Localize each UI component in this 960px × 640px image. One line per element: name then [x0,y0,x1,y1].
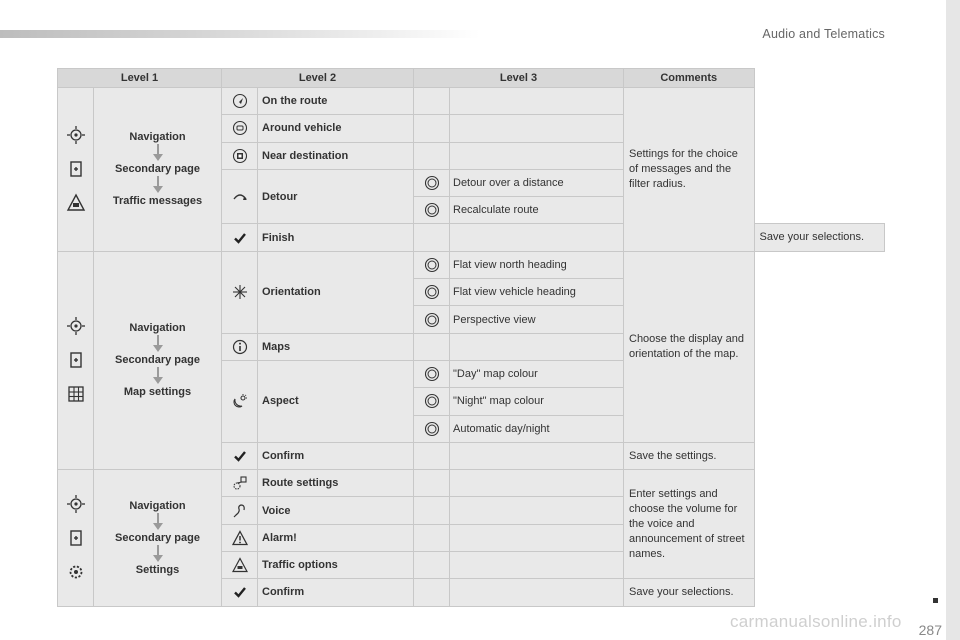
radio-icon [424,423,440,435]
level2-icon-cell [222,333,258,360]
table-row [58,470,885,497]
level2-icon-cell [222,579,258,606]
level1-path [94,499,221,577]
level3-label [450,224,624,251]
level1-path-cell [94,251,222,469]
level3-label: Automatic day/night [450,415,624,442]
navigation-target-icon [66,125,86,145]
level2-label: Finish [258,224,414,251]
comment-cell: Choose the display and orientation of the map. [624,251,755,442]
level2-icon-cell [222,552,258,579]
level3-label: Recalculate route [450,197,624,224]
level1-step: Settings [135,563,180,576]
level2-icon-cell [222,115,258,142]
column-header: Level 1 [58,69,222,88]
level3-icon-cell [414,470,450,497]
comment-cell: Save your selections. [624,579,755,606]
check-icon [232,232,248,244]
level2-icon-cell [222,224,258,251]
level3-icon-cell [414,360,450,387]
level1-step: Navigation [129,499,186,512]
radio-icon [424,313,440,325]
level3-icon-cell [414,115,450,142]
comment-cell: Save your selections. [754,224,885,251]
page-number: 287 [918,622,942,638]
level3-icon-cell [414,197,450,224]
level3-icon-cell [414,497,450,524]
secondary-page-icon [66,350,86,370]
radio-icon [424,395,440,407]
navigation-target-icon [66,316,86,336]
level3-label: Flat view vehicle heading [450,279,624,306]
radio-icon [424,204,440,216]
level2-label: Route settings [258,470,414,497]
level2-label: Orientation [258,251,414,333]
settings-gear-icon [66,562,86,582]
level3-label [450,579,624,606]
level2-label: Maps [258,333,414,360]
level3-label: "Night" map colour [450,388,624,415]
level1-icons-cell [58,251,94,469]
level3-label [450,524,624,551]
traffic-messages-icon [66,193,86,213]
level3-label [450,115,624,142]
level2-icon-cell [222,251,258,333]
level3-icon-cell [414,169,450,196]
near-destination-icon [232,150,248,162]
level1-icons-cell [58,470,94,606]
voice-icon [232,505,248,517]
down-arrow-icon [153,367,163,385]
down-arrow-icon [153,176,163,194]
level1-path-cell [94,470,222,606]
level3-icon-cell [414,333,450,360]
level2-label: On the route [258,88,414,115]
level2-label: Alarm! [258,524,414,551]
down-arrow-icon [153,513,163,531]
level2-label: Traffic options [258,552,414,579]
level3-icon-cell [414,442,450,469]
radio-icon [424,368,440,380]
level2-icon-cell [222,142,258,169]
check-icon [232,586,248,598]
end-of-section-mark [933,598,938,603]
level3-label: Detour over a distance [450,169,624,196]
level3-icon-cell [414,579,450,606]
level1-step: Secondary page [115,354,200,367]
level3-icon-cell [414,88,450,115]
level3-icon-cell [414,415,450,442]
level2-label: Aspect [258,360,414,442]
header-gradient-bar [0,30,480,38]
level3-icon-cell [414,552,450,579]
traffic-options-icon [232,559,248,571]
radio-icon [424,177,440,189]
column-header: Level 2 [222,69,414,88]
down-arrow-icon [153,545,163,563]
on-route-icon [232,95,248,107]
level2-icon-cell [222,169,258,224]
level2-label: Voice [258,497,414,524]
level1-path-cell [94,88,222,252]
level3-label [450,552,624,579]
aspect-icon [232,395,248,407]
orientation-icon [232,286,248,298]
map-settings-icon [66,384,86,404]
radio-icon [424,286,440,298]
comment-cell: Save the settings. [624,442,755,469]
comment-cell: Enter settings and choose the volume for the voice and announcement of street names. [624,470,755,579]
level3-icon-cell [414,279,450,306]
table-row [58,88,885,115]
level3-label [450,470,624,497]
navigation-target-icon [66,494,86,514]
column-header: Level 3 [414,69,624,88]
level2-icon-cell [222,524,258,551]
level3-label: "Day" map colour [450,360,624,387]
level2-icon-cell [222,360,258,442]
section-title: Audio and Telematics [762,27,885,41]
level1-icon-column [58,88,93,251]
level3-label [450,497,624,524]
level3-label: Perspective view [450,306,624,333]
level2-label: Near destination [258,142,414,169]
maps-info-icon [232,341,248,353]
level1-step: Traffic messages [112,195,203,208]
radio-icon [424,259,440,271]
level1-path [94,130,221,208]
level2-icon-cell [222,442,258,469]
level1-step: Navigation [129,322,186,335]
level3-icon-cell [414,142,450,169]
level2-label: Confirm [258,442,414,469]
level1-icons-cell [58,88,94,252]
level3-icon-cell [414,306,450,333]
level3-icon-cell [414,388,450,415]
level2-label: Detour [258,169,414,224]
level1-icon-column [58,252,93,469]
level3-icon-cell [414,224,450,251]
level3-label [450,442,624,469]
comment-cell: Settings for the choice of messages and the filter radius. [624,88,755,252]
level1-icon-column [58,470,93,605]
alarm-warning-icon [232,532,248,544]
page-edge-strip [946,0,960,640]
secondary-page-icon [66,528,86,548]
level2-icon-cell [222,497,258,524]
level2-icon-cell [222,470,258,497]
watermark: carmanualsonline.info [730,612,902,631]
level1-path [94,321,221,399]
level3-label [450,142,624,169]
secondary-page-icon [66,159,86,179]
level2-icon-cell [222,88,258,115]
table-row [58,251,885,278]
level3-label [450,333,624,360]
level1-step: Secondary page [115,163,200,176]
check-icon [232,450,248,462]
down-arrow-icon [153,144,163,162]
around-vehicle-icon [232,122,248,134]
level3-label [450,88,624,115]
menu-structure-table [57,68,885,607]
level3-label: Flat view north heading [450,251,624,278]
route-settings-icon [232,477,248,489]
level1-step: Navigation [129,131,186,144]
level3-icon-cell [414,524,450,551]
level2-label: Around vehicle [258,115,414,142]
down-arrow-icon [153,335,163,353]
level1-step: Map settings [123,386,192,399]
column-header: Comments [624,69,755,88]
level2-label: Confirm [258,579,414,606]
level3-icon-cell [414,251,450,278]
detour-icon [232,191,248,203]
table-header-row [58,69,885,88]
level1-step: Secondary page [115,531,200,544]
